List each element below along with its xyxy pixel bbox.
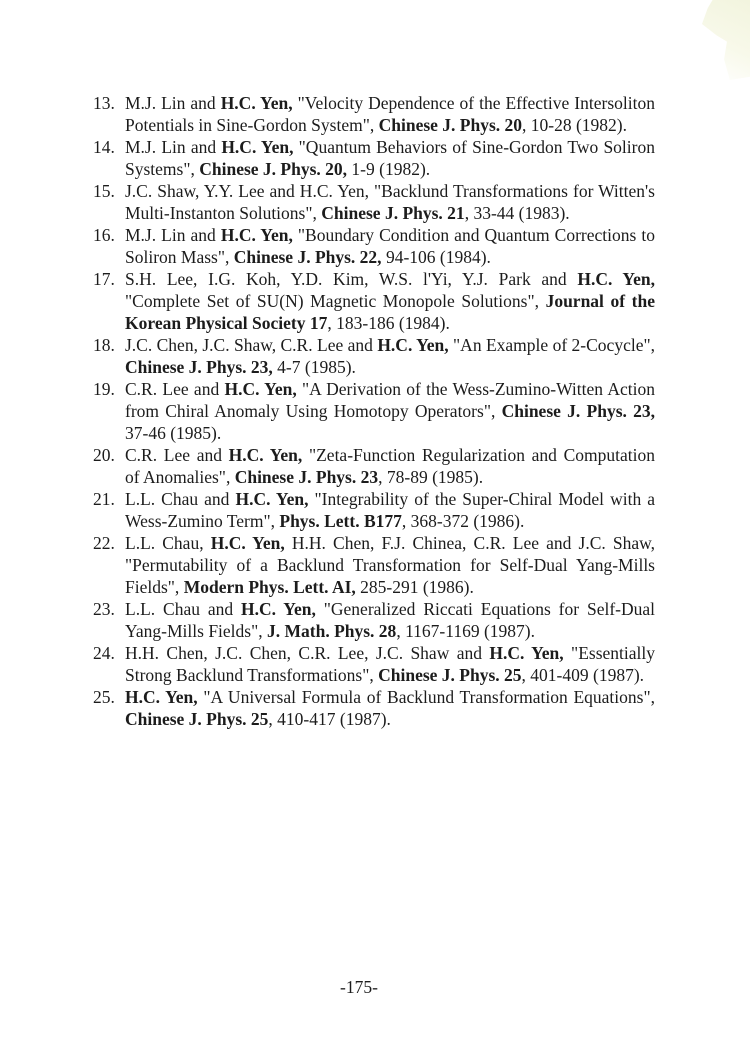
- reference-item: [93, 598, 655, 642]
- reference-item: [93, 642, 655, 686]
- reference-number: 17.: [93, 269, 115, 289]
- reference-text: L.L. Chau and H.C. Yen, "Generalized Riccati Equations for Self-Dual Yang-Mills Fields", J. Math. Phys. 28, 1167-1169 (1987).: [125, 599, 655, 641]
- reference-number: 14.: [93, 137, 115, 157]
- reference-item: [93, 92, 655, 136]
- reference-number: 23.: [93, 599, 115, 619]
- reference-text: C.R. Lee and H.C. Yen, "Zeta-Function Regularization and Computation of Anomalies", Chinese J. Phys. 23, 78-89 (1985).: [125, 445, 655, 487]
- reference-text: M.J. Lin and H.C. Yen, "Velocity Dependence of the Effective Intersoliton Potentials in Sine-Gordon System", Chinese J. Phys. 20, 10-28 (1982).: [125, 93, 655, 135]
- reference-number: 24.: [93, 643, 115, 663]
- reference-text: L.L. Chau and H.C. Yen, "Integrability of the Super-Chiral Model with a Wess-Zumino Term", Phys. Lett. B177, 368-372 (1986).: [125, 489, 656, 531]
- reference-item: [93, 224, 655, 268]
- reference-item: [93, 488, 655, 532]
- reference-number: 22.: [93, 533, 115, 553]
- reference-text: J.C. Shaw, Y.Y. Lee and H.C. Yen, "Backlund Transformations for Witten's Multi-Instanton Solutions", Chinese J. Phys. 21, 33-44 (1983).: [125, 181, 655, 223]
- scan-corner-artifact: [702, 0, 750, 80]
- reference-text: H.H. Chen, J.C. Chen, C.R. Lee, J.C. Shaw and H.C. Yen, "Essentially Strong Backlund Transformations", Chinese J. Phys. 25, 401-409 (1987).: [125, 643, 655, 685]
- reference-text: M.J. Lin and H.C. Yen, "Boundary Condition and Quantum Corrections to Soliron Mass", Chinese J. Phys. 22, 94-106 (1984).: [125, 225, 655, 267]
- reference-list: [93, 92, 655, 730]
- reference-number: 20.: [93, 445, 115, 465]
- page-number: -175-: [340, 977, 378, 997]
- reference-item: [93, 444, 655, 488]
- reference-item: [93, 136, 655, 180]
- reference-number: 18.: [93, 335, 115, 355]
- reference-text: H.C. Yen, "A Universal Formula of Backlund Transformation Equations", Chinese J. Phys. 25, 410-417 (1987).: [125, 687, 655, 729]
- reference-item: [93, 686, 655, 730]
- reference-item: [93, 180, 655, 224]
- reference-number: 13.: [93, 93, 115, 113]
- reference-text: S.H. Lee, I.G. Koh, Y.D. Kim, W.S. l'Yi, Y.J. Park and H.C. Yen, "Complete Set of SU(N) Magnetic Monopole Solutions", Journal of the Korean Physical Society 17, 183-186 (1984).: [125, 269, 656, 333]
- reference-text: M.J. Lin and H.C. Yen, "Quantum Behaviors of Sine-Gordon Two Soliron Systems", Chinese J. Phys. 20, 1-9 (1982).: [125, 137, 655, 179]
- reference-item: [93, 268, 655, 334]
- reference-item: [93, 334, 655, 378]
- reference-number: 16.: [93, 225, 115, 245]
- reference-number: 25.: [93, 687, 115, 707]
- reference-item: [93, 532, 655, 598]
- reference-text: C.R. Lee and H.C. Yen, "A Derivation of the Wess-Zumino-Witten Action from Chiral Anomaly Using Homotopy Operators", Chinese J. Phys. 23, 37-46 (1985).: [125, 379, 655, 443]
- reference-item: [93, 378, 655, 444]
- reference-text: L.L. Chau, H.C. Yen, H.H. Chen, F.J. Chinea, C.R. Lee and J.C. Shaw, "Permutability of a Backlund Transformation for Self-Dual Yang-Mills Fields", Modern Phys. Lett. AI, 285-291 (1986).: [125, 533, 656, 597]
- reference-text: J.C. Chen, J.C. Shaw, C.R. Lee and H.C. Yen, "An Example of 2-Cocycle", Chinese J. Phys. 23, 4-7 (1985).: [125, 335, 655, 377]
- reference-number: 21.: [93, 489, 115, 509]
- reference-number: 15.: [93, 181, 115, 201]
- reference-number: 19.: [93, 379, 115, 399]
